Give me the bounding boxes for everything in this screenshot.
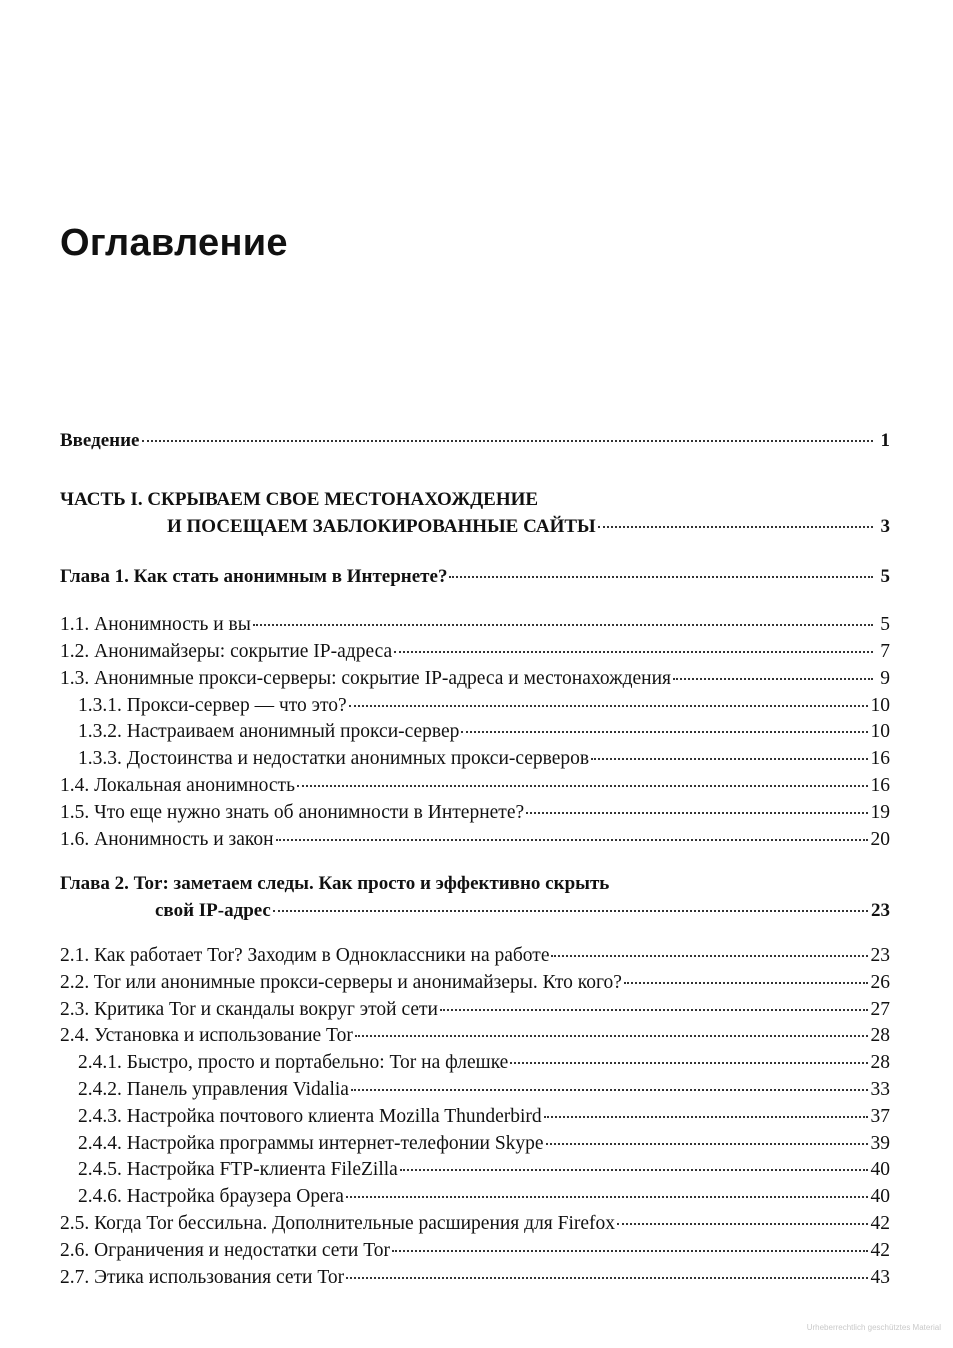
toc-entry-label: 2.4. Установка и использование Tor [60,1025,353,1047]
toc-entry-chapter2[interactable] [60,898,890,925]
toc-entry-page: 40 [870,1186,890,1208]
watermark: Urheberrechtlich geschütztes Material [806,1323,941,1332]
toc-entry-page: 5 [880,614,890,636]
toc-entry-label: 2.2. Tor или анонимные прокси-серверы и анонимайзеры. Кто кого? [60,971,622,993]
toc-entry-page: 1 [880,430,890,451]
toc-entry-part1[interactable] [60,514,890,541]
toc-entry-2-2[interactable] [60,970,890,997]
toc-entry-label: 2.4.3. Настройка почтового клиента Mozilla Thunderbird [78,1105,542,1127]
toc-entry-page: 7 [880,640,890,662]
toc-part1-heading-line1[interactable]: ЧАСТЬ I. СКРЫВАЕМ СВОЕ МЕСТОНАХОЖДЕНИЕ [60,488,539,510]
toc-entry-label: 2.5. Когда Tor бессильна. Дополнительные расширения для Firefox [60,1212,616,1234]
toc-entry-1-3-2[interactable] [60,719,890,746]
toc-entry-label: 2.4.6. Настройка браузера Opera [78,1186,344,1208]
toc-entry-page: 37 [870,1105,890,1127]
toc-entry-1-5[interactable] [60,800,890,827]
dot-leader [297,784,868,787]
toc-entry-label: 1.3.1. Прокси-сервер — что это? [78,694,347,716]
toc-entry-2-4-6[interactable] [60,1184,890,1211]
toc-entry-1-2[interactable] [60,639,890,666]
toc-entry-1-3-1[interactable] [60,693,890,720]
toc-entry-2-6[interactable] [60,1238,890,1265]
toc-entry-page: 19 [870,801,890,823]
dot-leader [624,981,868,984]
dot-leader [461,730,867,733]
toc-chapter2-heading-line1[interactable]: Глава 2. Tor: заметаем следы. Как просто и эффективно скрыть [60,873,610,895]
toc-entry-2-4-2[interactable] [60,1077,890,1104]
toc-entry-1-3-3[interactable] [60,746,890,773]
toc-entry-label: 1.5. Что еще нужно знать об анонимности в Интернете? [60,801,525,823]
toc-entry-page: 33 [870,1078,890,1100]
toc-entry-page: 28 [870,1025,890,1047]
toc-entry-label: 1.2. Анонимайзеры: сокрытие IP-адреса [60,640,393,662]
toc-entry-page: 10 [870,721,890,743]
dot-leader [544,1115,868,1118]
toc-entry-label: 2.3. Критика Tor и скандалы вокруг этой сети [60,998,438,1020]
toc-entry-label: 1.3.2. Настраиваем анонимный прокси-сервер [78,721,460,743]
toc-entry-page: 5 [880,566,890,588]
dot-leader [346,1195,868,1198]
toc-entry-1-6[interactable] [60,827,890,854]
toc-entry-label: 1.4. Локальная анонимность [60,774,295,796]
dot-leader [253,623,873,626]
dot-leader [273,909,868,912]
dot-leader [276,838,868,841]
dot-leader [551,954,867,957]
toc-entry-page: 3 [880,515,890,537]
toc-entry-label: 1.3.3. Достоинства и недостатки анонимных прокси-серверов [78,748,590,770]
toc-entry-1-4[interactable] [60,773,890,800]
toc-entry-label: 2.4.2. Панель управления Vidalia [78,1078,349,1100]
toc-entry-label: 1.6. Анонимность и закон [60,828,274,850]
toc-entry-label: 2.7. Этика использования сети Tor [60,1266,345,1288]
toc-entry-label: свой IP-адрес [155,900,271,922]
toc-entry-page: 43 [870,1266,890,1288]
dot-leader [351,1088,868,1091]
toc-entry-2-4-3[interactable] [60,1104,890,1131]
toc-entry-label: 2.1. Как работает Tor? Заходим в Одноклассники на работе [60,944,550,966]
dot-leader [394,650,873,653]
toc-entry-page: 39 [870,1132,890,1154]
toc-entry-page: 40 [870,1159,890,1181]
dot-leader [392,1249,867,1252]
toc-entry-page: 9 [880,667,890,689]
dot-leader [349,704,868,707]
toc-entry-1-3[interactable] [60,666,890,693]
toc-entry-label: Введение [60,430,140,451]
toc-entry-page: 27 [870,998,890,1020]
toc-entry-2-4[interactable] [60,1023,890,1050]
dot-leader [617,1222,867,1225]
dot-leader [449,575,873,578]
toc-entry-2-3[interactable] [60,997,890,1024]
dot-leader [546,1142,868,1145]
toc-entry-2-7[interactable] [60,1265,890,1292]
toc-entry-label: 2.6. Ограничения и недостатки сети Tor [60,1239,391,1261]
toc-entry-page: 28 [870,1052,890,1074]
toc-entry-2-1[interactable] [60,943,890,970]
dot-leader [591,757,867,760]
toc-entry-2-4-5[interactable] [60,1157,890,1184]
toc-entry-page: 26 [870,971,890,993]
dot-leader [440,1008,868,1011]
toc-entry-page: 42 [870,1239,890,1261]
toc-entry-label: 2.4.4. Настройка программы интернет-телефонии Skype [78,1132,544,1154]
dot-leader [598,525,873,528]
toc-entry-label: И ПОСЕЩАЕМ ЗАБЛОКИРОВАННЫЕ САЙТЫ [167,515,596,537]
toc-entry-page: 42 [870,1212,890,1234]
dot-leader [142,439,874,442]
toc-entry-label: 1.1. Анонимность и вы [60,614,251,636]
page-title: Оглавление [60,222,288,264]
dot-leader [673,677,873,680]
toc-entry-chapter1[interactable] [60,564,890,591]
toc-entry-1-1[interactable] [60,612,890,639]
toc-entry-label: 2.4.5. Настройка FTP-клиента FileZilla [78,1159,398,1181]
toc-entry-page: 23 [871,900,890,922]
toc-entry-page: 23 [870,944,890,966]
toc-entry-page: 20 [870,828,890,850]
dot-leader [526,811,867,814]
toc-entry-intro[interactable] [60,428,890,455]
toc-entry-2-4-1[interactable] [60,1050,890,1077]
toc-entry-label: Глава 1. Как стать анонимным в Интернете? [60,566,448,588]
toc-entry-2-5[interactable] [60,1211,890,1238]
toc-entry-page: 16 [870,774,890,796]
toc-entry-label: 1.3. Анонимные прокси-серверы: сокрытие IP-адреса и местонахождения [60,667,672,689]
toc-entry-2-4-4[interactable] [60,1131,890,1158]
dot-leader [400,1168,868,1171]
toc-entry-label: 2.4.1. Быстро, просто и портабельно: Tor на флешке [78,1052,509,1074]
toc-entry-page: 16 [870,748,890,770]
dot-leader [510,1061,867,1064]
dot-leader [355,1034,868,1037]
table-of-contents [60,428,890,1291]
dot-leader [346,1276,867,1279]
toc-entry-page: 10 [870,694,890,716]
